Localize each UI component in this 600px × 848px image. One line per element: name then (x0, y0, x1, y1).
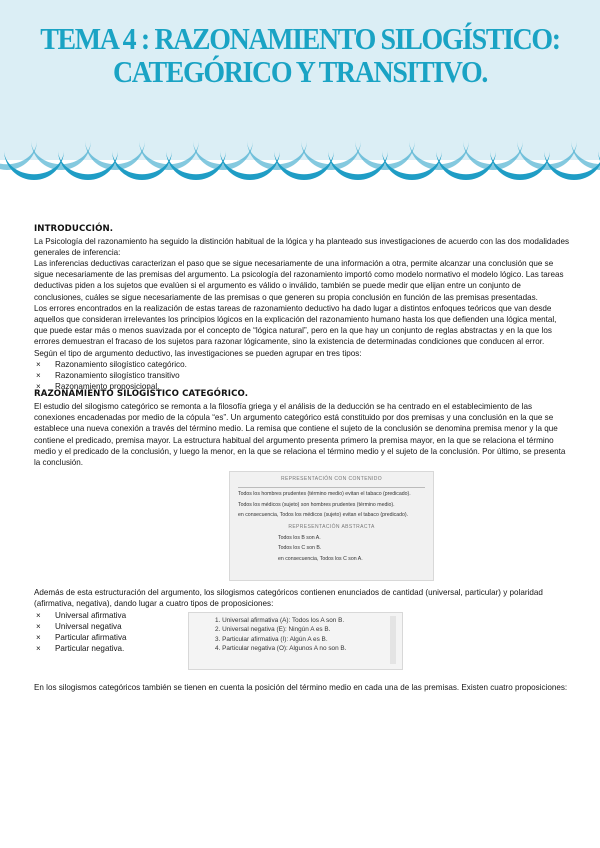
list-item: × Universal negativa (34, 621, 184, 632)
page-title (30, 22, 570, 88)
figure-line: Todos los C son B. (278, 545, 322, 552)
propositions-row (34, 610, 569, 668)
page-header (0, 0, 600, 185)
reasoning-types-list (34, 359, 569, 393)
list-item: × Universal afirmativa (34, 610, 184, 621)
list-item: × Razonamiento silogístico transitivo (34, 370, 569, 381)
intro-heading: INTRODUCCIÓN. (34, 224, 114, 234)
table-row: 3. Particular afirmativa (I): Algún A es B. (215, 635, 328, 643)
figure-caption-abstract: REPRESENTACIÓN ABSTRACTA (288, 524, 375, 531)
propositions-list (34, 610, 184, 655)
intro-paragraph-4: Según el tipo de argumento deductivo, las investigaciones se pueden agrupar en tres tipos: (34, 348, 362, 358)
figure-line: Todos los hombres prudentes (término medio) evitan el tabaco (predicado). (238, 491, 411, 498)
syllogism-figure (229, 471, 434, 581)
table-row: 1. Universal afirmativa (A): Todos los A son B. (215, 616, 345, 624)
figure-divider (238, 487, 425, 488)
figure-line: Todos los B son A. (278, 535, 321, 542)
list-item: × Particular afirmativa (34, 632, 184, 643)
list-item: × Particular negativa. (34, 643, 184, 654)
intro-paragraph-3: Los errores encontrados en la realización de estas tareas de razonamiento deductivo ha dado lugar a distintos enfoques teóricos que van desde aquellos que consideran irrelevantes los principios lógicos en la explicación del razonamiento humano hasta los que defienden una lógica mental, que puede estar más o menos suavizada por el concepto de “lógica natural”, pero en la que hay un conjunto de reglas abstractas y en la que los errores demuestran el fracaso de los sujetos para razonar lógicamente, sino la existencia de determinadas condiciones que conducen al error. (34, 303, 557, 347)
figure-line: en consecuencia, Todos los médicos (sujeto) evitan el tabaco (predicado). (238, 511, 409, 518)
categorico-heading: RAZONAMIENTO SILOGÍSTICO CATEGÓRICO. (34, 389, 249, 400)
list-item: × Razonamiento proposicional. (34, 381, 569, 392)
intro-paragraph-1: La Psicología del razonamiento ha seguido la distinción habitual de la lógica y ha planteado sus investigaciones de acuerdo con las dos modalidades generales de inferencia: (34, 236, 569, 257)
title-line-1: TEMA 4 : RAZONAMIENTO SILOGÍSTICO: (40, 21, 560, 56)
intro-paragraph-2: Las inferencias deductivas caracterizan el paso que se sigue necesariamente de una información a otra, permite alcanzar una conclusión que se sigue necesariamente de las premisas del argumento. La psicología del razonamiento importó como modelo normativo el modelo lógico. Las tareas deductivas piden a los sujetos que evalúen si el argumento es válido o inválido, también se puede medir que elijan entre un conjunto de conclusiones, cuáles se sigue necesariamente de las premisas o que generen su propia conclusión en función de las premisas presentadas. (34, 259, 564, 302)
categorico-paragraph-2: Además de esta estructuración del argumento, los silogismos categóricos contienen enunciados de cantidad (universal, particular) y polaridad (afirmativa, negativa), dando lugar a cuatro tipos de proposiciones: (34, 588, 543, 609)
figure-caption-content: REPRESENTACIÓN CON CONTENIDO (280, 476, 383, 483)
title-line-2: CATEGÓRICO Y TRANSITIVO. (112, 54, 487, 89)
list-item: × Razonamiento silogístico categórico. (34, 359, 569, 370)
document-body (34, 224, 569, 693)
table-row: 4. Particular negativa (O): Algunos A no son B. (215, 645, 347, 653)
table-row: 2. Universal negativa (E): Ningún A es B. (215, 626, 331, 634)
propositions-table (188, 612, 403, 670)
categorico-paragraph-3: En los silogismos categóricos también se tienen en cuenta la posición del término medio en cada una de las premisas. Existen cuatro proposiciones: (34, 682, 568, 692)
categorico-paragraph-1: El estudio del silogismo categórico se remonta a la filosofía griega y el análisis de la deducción se ha centrado en el establecimiento de las conexiones encadenadas por medio de la cópula “es”. Un argumento categórico está constituido por dos premisas y una conclusión en la que se establece una nueva conexión a través del término medio. La remisa que contiene el sujeto de la conclusión se denomina premisa menor y la que contiene el predicado, premisa mayor. La estructura habitual del argumento presenta primero la premisa mayor, en la que se relaciona el término medio y el predicado de la conclusión, y luego la menor, en la que se relaciona el término medio y el sujeto de la conclusión. Por último, se presenta la conclusión. (34, 402, 566, 468)
figure-line: en consecuencia, Todos los C son A. (278, 555, 363, 562)
scan-shadow (390, 616, 396, 664)
figure-line: Todos los médicos (sujeto) son hombres prudentes (término medio). (238, 501, 395, 508)
